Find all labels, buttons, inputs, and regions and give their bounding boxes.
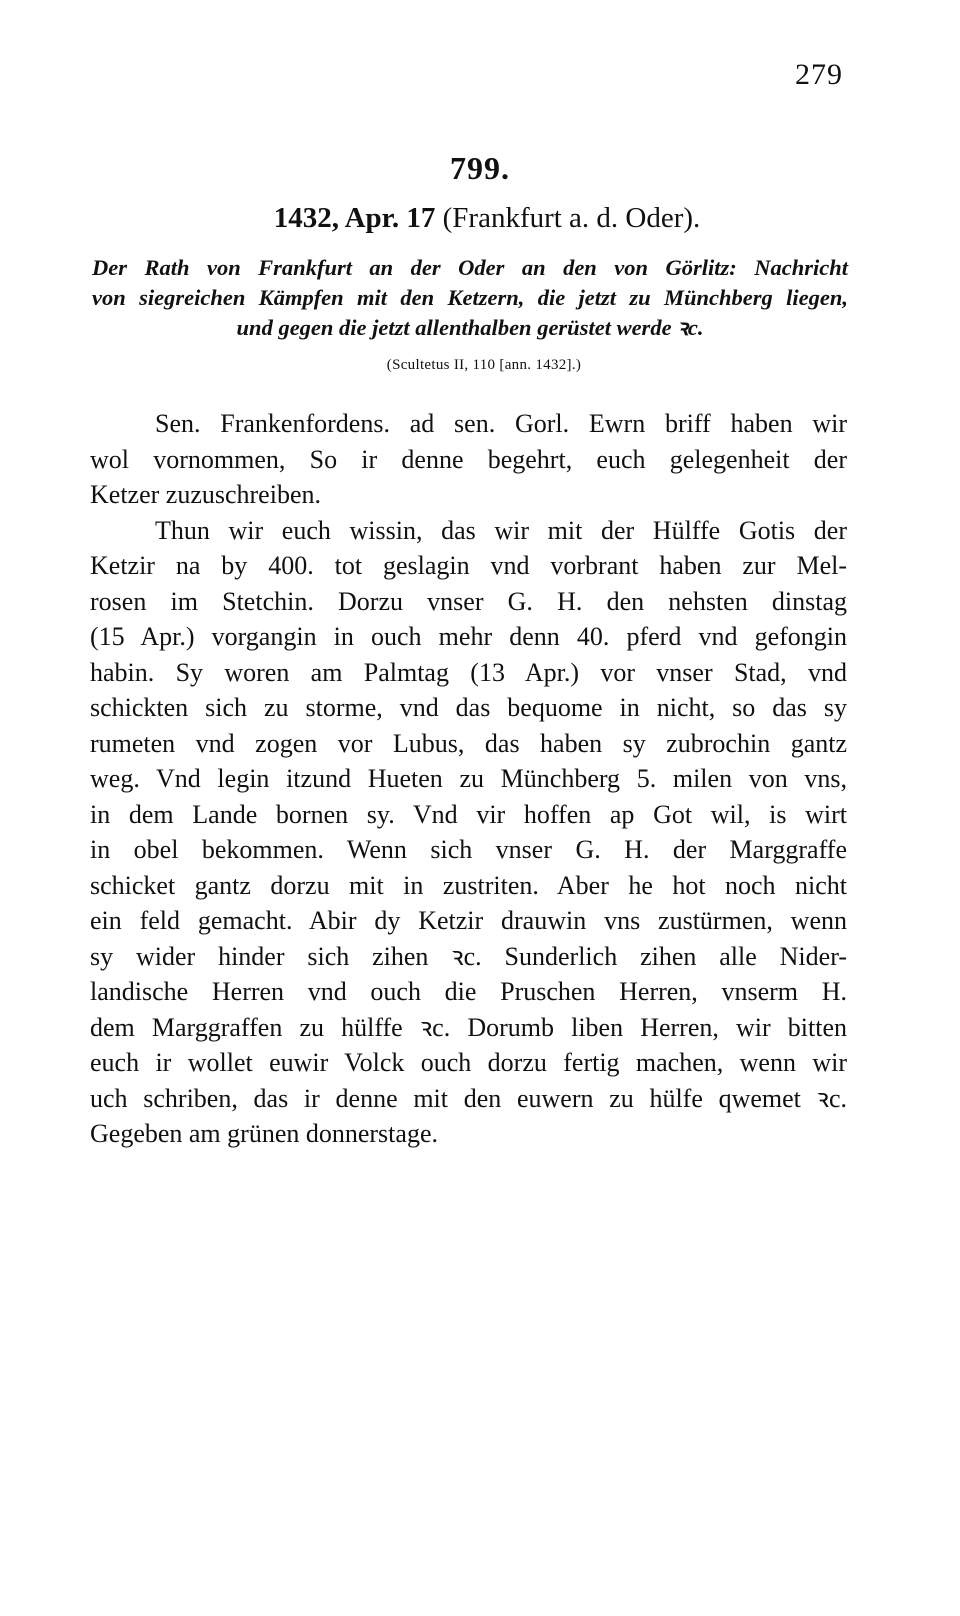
text-line: (15 Apr.) vorgangin in ouch mehr denn 40. pferd vnd gefongin <box>90 622 847 651</box>
text-line: wol vornommen, So ir denne begehrt, euch gelegenheit der <box>90 444 847 474</box>
paragraph-1 <box>90 406 847 513</box>
text-line: rumeten vnd zogen vor Lubus, das haben sy zubrochin gantz <box>90 728 847 758</box>
letter-body <box>90 406 847 1152</box>
text-line: Ketzir na by 400. tot geslagin vnd vorbrant haben zur Mel- <box>90 551 847 580</box>
text-line: Sen. Frankenfordens. ad sen. Gorl. Ewrn briff haben wir <box>155 409 847 438</box>
summary-line: von siegreichen Kämpfen mit den Ketzern, die jetzt zu Münchberg liegen, <box>92 285 848 310</box>
text-line: in dem Lande bornen sy. Vnd vir hoffen ap Got wil, is wirt <box>90 799 847 829</box>
text-line: Gegeben am grünen donnerstage. <box>90 1119 438 1148</box>
text-line: schicket gantz dorzu mit in zustriten. Aber he hot noch nicht <box>90 870 847 900</box>
text-line: in obel bekommen. Wenn sich vnser G. H. der Marggraffe <box>90 835 847 864</box>
document-summary <box>92 253 848 343</box>
page-number: 279 <box>795 58 843 91</box>
text-line: schickten sich zu storme, vnd das bequome in nicht, so das sy <box>90 693 847 722</box>
document-number: 799. <box>450 150 510 186</box>
text-line: Ketzer zuzuschreiben. <box>90 480 321 509</box>
text-line: sy wider hinder sich zihen ꝛc. Sunderlich zihen alle Nider- <box>90 941 847 971</box>
document-dateline <box>0 202 960 235</box>
document-place: (Frankfurt a. d. Oder). <box>442 202 701 234</box>
text-line: habin. Sy woren am Palmtag (13 Apr.) vor vnser Stad, vnd <box>90 657 847 687</box>
text-line: ein feld gemacht. Abir dy Ketzir drauwin vns zustürmen, wenn <box>90 906 847 935</box>
document-date: 1432, Apr. 17 <box>273 202 436 234</box>
text-line: uch schriben, das ir denne mit den euwern zu hülfe qwemet ꝛc. <box>90 1083 847 1113</box>
paragraph-2 <box>90 513 847 1152</box>
text-line: rosen im Stetchin. Dorzu vnser G. H. den nehsten dinstag <box>90 586 847 616</box>
text-line: euch ir wollet euwir Volck ouch dorzu fertig machen, wenn wir <box>90 1048 847 1077</box>
summary-line: Der Rath von Frankfurt an der Oder an den von Görlitz: Nachricht <box>92 255 848 280</box>
summary-line: und gegen die jetzt allenthalben gerüstet werde ꝛc. <box>236 315 704 340</box>
text-line: Thun wir euch wissin, das wir mit der Hülffe Gotis der <box>155 515 847 545</box>
text-line: landische Herren vnd ouch die Pruschen Herren, vnserm H. <box>90 977 847 1006</box>
source-citation: (Scultetus II, 110 [ann. 1432].) <box>386 357 582 373</box>
text-line: dem Marggraffen zu hülffe ꝛc. Dorumb liben Herren, wir bitten <box>90 1012 847 1042</box>
text-line: weg. Vnd legin itzund Hueten zu Münchberg 5. milen von vns, <box>90 764 847 793</box>
